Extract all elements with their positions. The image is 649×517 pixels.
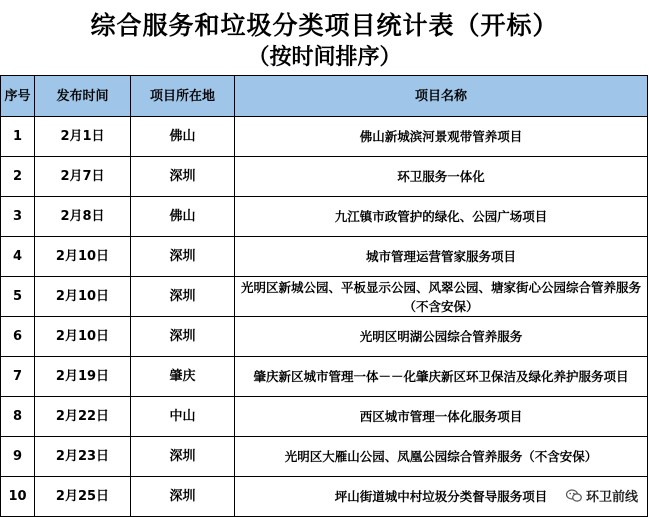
cell-date: 2月25日 (35, 477, 131, 517)
cell-location: 深圳 (131, 477, 235, 517)
table-row (1, 157, 648, 197)
cell-date: 2月10日 (35, 237, 131, 277)
cell-index: 10 (1, 477, 35, 517)
table-row (1, 277, 648, 317)
table-row (1, 317, 648, 357)
cell-location: 深圳 (131, 317, 235, 357)
source-watermark (563, 485, 641, 506)
header-date: 发布时间 (35, 76, 131, 117)
cell-project-name: 西区城市管理一体化服务项目 (235, 397, 648, 437)
cell-index: 5 (1, 277, 35, 317)
table-row (1, 197, 648, 237)
cell-location: 深圳 (131, 237, 235, 277)
cell-date: 2月10日 (35, 277, 131, 317)
header-location: 项目所在地 (131, 76, 235, 117)
cell-date: 2月1日 (35, 117, 131, 157)
cell-date: 2月19日 (35, 357, 131, 397)
cell-location: 肇庆 (131, 357, 235, 397)
cell-project-name: 城市管理运营管家服务项目 (235, 237, 648, 277)
header-project-name: 项目名称 (235, 76, 648, 117)
cell-date: 2月23日 (35, 437, 131, 477)
cell-index: 2 (1, 157, 35, 197)
title-main: 综合服务和垃圾分类项目统计表（开标） (90, 11, 559, 40)
cell-date: 2月8日 (35, 197, 131, 237)
cell-project-name: 光明区大雁山公园、凤凰公园综合管养服务（不含安保） (235, 437, 648, 477)
project-table (0, 75, 648, 517)
cell-location: 佛山 (131, 117, 235, 157)
cell-index: 8 (1, 397, 35, 437)
cell-location: 佛山 (131, 197, 235, 237)
cell-project-name: 坪山街道城中村垃圾分类督导服务项目 (235, 477, 648, 517)
table-row (1, 397, 648, 437)
table-row (1, 117, 648, 157)
watermark-text: 环卫前线 (585, 490, 638, 505)
cell-index: 3 (1, 197, 35, 237)
table-row (1, 477, 648, 517)
page-title (0, 0, 649, 75)
cell-index: 9 (1, 437, 35, 477)
wechat-icon (566, 489, 582, 503)
cell-project-name: 肇庆新区城市管理一体－－化肇庆新区环卫保洁及绿化养护服务项目 (235, 357, 648, 397)
cell-date: 2月22日 (35, 397, 131, 437)
table-row (1, 437, 648, 477)
cell-location: 深圳 (131, 277, 235, 317)
cell-index: 6 (1, 317, 35, 357)
table-row (1, 357, 648, 397)
cell-project-name: 光明区新城公园、平板显示公园、风翠公园、塘家街心公园综合管养服务（不含安保） (235, 277, 648, 317)
cell-location: 深圳 (131, 157, 235, 197)
cell-location: 中山 (131, 397, 235, 437)
cell-index: 4 (1, 237, 35, 277)
cell-project-name: 九江镇市政管护的绿化、公园广场项目 (235, 197, 648, 237)
title-subtitle: （按时间排序） (247, 45, 402, 70)
cell-index: 7 (1, 357, 35, 397)
cell-date: 2月7日 (35, 157, 131, 197)
cell-index: 1 (1, 117, 35, 157)
cell-project-name: 环卫服务一体化 (235, 157, 648, 197)
cell-date: 2月10日 (35, 317, 131, 357)
table-row (1, 237, 648, 277)
cell-location: 深圳 (131, 437, 235, 477)
cell-project-name: 光明区明湖公园综合管养服务 (235, 317, 648, 357)
cell-project-name: 佛山新城滨河景观带管养项目 (235, 117, 648, 157)
header-index: 序号 (1, 76, 35, 117)
table-header-row (1, 76, 648, 117)
